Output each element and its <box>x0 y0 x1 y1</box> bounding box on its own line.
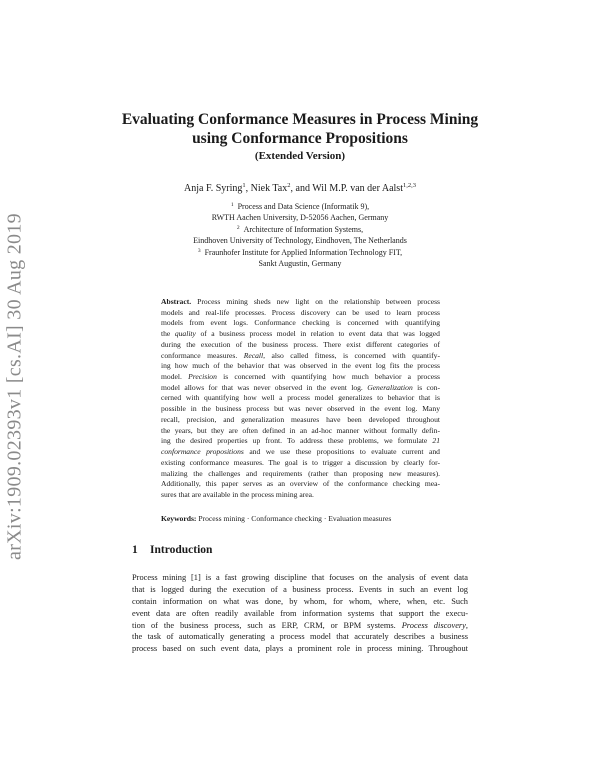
abstract-line <box>161 404 440 415</box>
affiliation-text: Process and Data Science (Informatik 9), <box>237 202 370 211</box>
abstract-line <box>161 490 440 501</box>
abstract-line <box>161 436 440 447</box>
text-run: Generalization <box>367 382 413 392</box>
keywords <box>161 514 440 523</box>
text-run: during the execution of the business process. There exist different categories of <box>161 339 440 349</box>
title-line: using Conformance Propositions <box>192 130 408 147</box>
author-separator: , and <box>290 183 313 194</box>
text-run: the <box>161 329 175 339</box>
abstract-line <box>161 361 440 372</box>
abstract-line <box>161 329 440 340</box>
text-run: , <box>465 620 468 630</box>
text-run: is con- <box>412 382 441 392</box>
abstract-line <box>161 351 440 362</box>
text-run: , also called fitness, is concerned with quantify- <box>263 350 440 360</box>
affiliation-line: RWTH Aachen University, D-52056 Aachen, Germany <box>211 213 389 223</box>
affiliation-mark: 2 <box>236 224 240 231</box>
author-affiliation-mark: 2 <box>287 182 291 189</box>
text-run: 21 <box>432 436 440 446</box>
abstract-line <box>161 447 440 458</box>
text-run: existing conformance measures. The goal is to trigger a discussion by clearly for- <box>161 457 440 467</box>
affiliation-line <box>120 247 480 258</box>
text-run: tion of the business process, such as ERP, CRM, or BPM systems. <box>132 620 402 630</box>
text-run: Precision <box>188 372 217 382</box>
abstract-line <box>161 372 440 383</box>
text-run: that is logged during the execution of a business process. Events in such an event log <box>132 584 468 594</box>
text-run: and we use these propositions to evaluate current and <box>243 447 440 457</box>
paper-title <box>120 110 480 148</box>
body-line <box>132 572 468 584</box>
text-run: ing how much of the behavior that was observed in the event log fits the process <box>161 361 440 371</box>
abstract-line <box>161 458 440 469</box>
affiliation-line <box>120 224 480 235</box>
text-run: conformance propositions <box>161 447 244 457</box>
abstract-line <box>161 308 440 319</box>
text-run: Process mining [1] is a fast growing discipline that focuses on the analysis of event data <box>132 573 468 582</box>
text-run: is concerned with quantifying how much behavior a process <box>216 372 440 382</box>
keywords-label: Keywords: <box>161 514 197 523</box>
introduction-text <box>132 572 468 655</box>
text-run: model allows for that was never observed in the event log. <box>161 382 368 392</box>
text-run: Recall <box>243 350 264 360</box>
paper-subtitle: (Extended Version) <box>254 150 346 162</box>
arxiv-identifier: arXiv:1909.02393v1 [cs.AI] 30 Aug 2019 <box>3 213 26 560</box>
author-name: Wil M.P. van der Aalst <box>312 183 403 194</box>
body-line <box>132 584 468 596</box>
affiliations <box>120 201 480 269</box>
body-line <box>132 631 468 643</box>
text-run: Process mining sheds new light on the relationship between process <box>191 297 440 306</box>
affiliation-mark: 1 <box>230 202 234 208</box>
abstract-line <box>161 340 440 351</box>
text-run: Process discovery <box>401 620 466 630</box>
affiliation-text: Architecture of Information Systems, <box>243 224 364 234</box>
abstract-line <box>161 469 440 480</box>
text-run: cerned with quantifying how well a process model generalizes to behavior that is <box>161 393 440 403</box>
affiliation-line: Eindhoven University of Technology, Eindhoven, The Netherlands <box>193 236 407 246</box>
text-run: Additionally, this paper serves as an overview of the conformance checking mea- <box>161 479 440 489</box>
affiliation-text: Fraunhofer Institute for Applied Information Technology FIT, <box>204 247 403 257</box>
text-run: the task of automatically generating a process model that accurately describes a business <box>132 632 468 642</box>
affiliation-line <box>120 201 480 212</box>
affiliation-line: Sankt Augustin, Germany <box>258 259 342 269</box>
text-run: the years, but they are often defined in an ad-hoc manner without formally defin- <box>161 425 440 435</box>
body-line <box>132 608 468 620</box>
section-heading <box>132 544 212 556</box>
text-run: of a business process model in relation to event data that was logged <box>195 329 440 339</box>
body-line <box>132 643 468 655</box>
text-run: models from event logs. Conformance checking is concerned with quantifying <box>161 318 440 328</box>
abstract-line <box>161 426 440 437</box>
section-title: Introduction <box>150 544 213 556</box>
author-list <box>120 183 480 194</box>
body-line <box>132 596 468 608</box>
text-run: recall, precision, and generalization measures have been developed throughout <box>161 414 440 424</box>
abstract-line <box>161 393 440 404</box>
text-run: model. <box>161 372 189 382</box>
text-run: contain information on what was done, by whom, for whom, where, when, etc. Such <box>132 596 468 606</box>
author-affiliation-mark: 1,2,3 <box>402 182 416 189</box>
author-name: Niek Tax <box>250 183 288 194</box>
text-run: ing the desired properties up front. To address these problems, we formulate <box>161 436 433 446</box>
author-name: Anja F. Syring <box>184 183 243 194</box>
author-separator: , <box>245 183 251 194</box>
text-run: quality <box>174 329 196 339</box>
text-run: malizing the challenges and requirements (rather than proposing new measures). <box>161 468 440 478</box>
text-run: models and real-life processes. Process discovery can be used to learn process <box>161 307 440 317</box>
text-run: event data are often readily available from information systems that support the execu- <box>132 608 468 618</box>
text-run: sures that are available in the process mining area. <box>161 489 314 499</box>
abstract-line <box>161 297 440 308</box>
section-number: 1 <box>132 544 138 556</box>
author-affiliation-mark: 1 <box>242 182 246 189</box>
text-run: process based on such event data, plays a prominent role in process mining. Throughout <box>132 644 468 654</box>
affiliation-mark: 3 <box>197 247 201 254</box>
text-run: Abstract. <box>161 297 192 306</box>
abstract <box>161 297 440 501</box>
text-run: conformance measures. <box>161 350 244 360</box>
abstract-line <box>161 479 440 490</box>
abstract-line <box>161 415 440 426</box>
text-run: possible in the business process but was never observed in the event log. Many <box>161 404 440 414</box>
abstract-line <box>161 383 440 394</box>
title-line: Evaluating Conformance Measures in Process Mining <box>121 111 479 128</box>
abstract-line <box>161 318 440 329</box>
body-line <box>132 620 468 632</box>
keywords-text: Process mining · Conformance checking · Evaluation measures <box>198 514 392 523</box>
